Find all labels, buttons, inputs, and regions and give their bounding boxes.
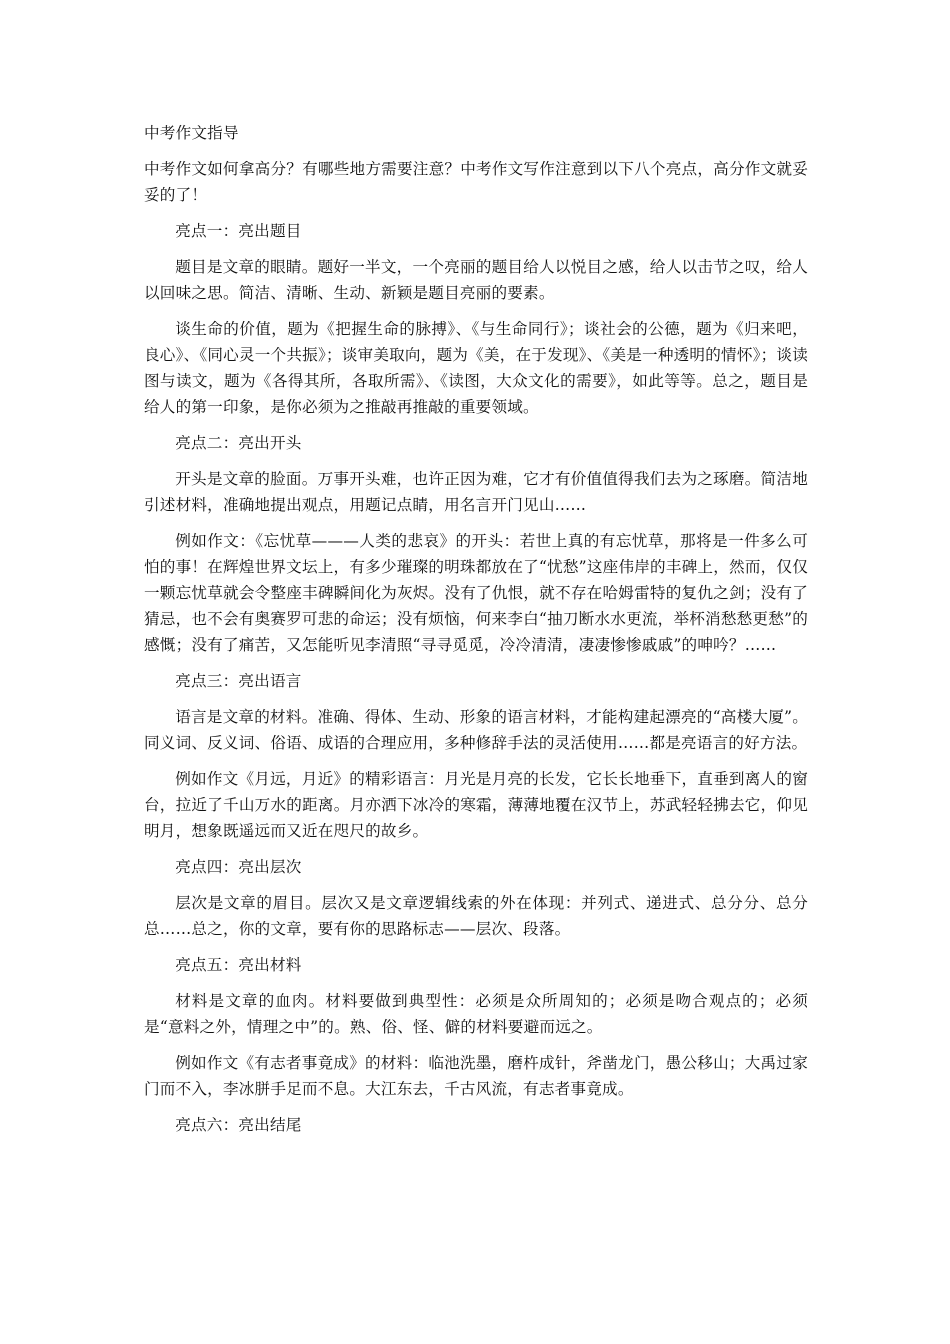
section-heading-1: 亮点一：亮出题目 — [175, 222, 302, 240]
document-title: 中考作文指导 — [144, 124, 239, 142]
document-body — [144, 120, 808, 1148]
section-4-paragraph-1: 层次是文章的眉目。层次又是文章逻辑线索的外在体现：并列式、递进式、总分分、总分总……总之，你的文章，要有你的思路标志——层次、段落。 — [144, 894, 808, 938]
section-5-paragraph-1: 材料是文章的血肉。材料要做到典型性：必须是众所周知的；必须是吻合观点的；必须是“意料之外，情理之中”的。熟、俗、怪、僻的材料要避而远之。 — [144, 992, 808, 1036]
section-heading-5: 亮点五：亮出材料 — [175, 956, 302, 974]
section-heading-3: 亮点三：亮出语言 — [175, 672, 302, 690]
section-1-paragraph-2: 谈生命的价值，题为《把握生命的脉搏》、《与生命同行》；谈社会的公德，题为《归来吧，良心》、《同心灵一个共振》；谈审美取向，题为《美，在于发现》、《美是一种透明的情怀》；谈读图与读文，题为《各得其所，各取所需》、《读图，大众文化的需要》，如此等等。总之，题目是给人的第一印象，是你必须为之推敲再推敲的重要领域。 — [144, 320, 808, 416]
section-heading-6: 亮点六：亮出结尾 — [175, 1116, 302, 1134]
section-3-paragraph-1: 语言是文章的材料。准确、得体、生动、形象的语言材料，才能构建起漂亮的“高楼大厦”。同义词、反义词、俗语、成语的合理应用，多种修辞手法的灵活使用……都是亮语言的好方法。 — [144, 708, 808, 752]
section-3-paragraph-2: 例如作文《月远，月近》的精彩语言：月光是月亮的长发，它长长地垂下，直垂到离人的窗台，拉近了千山万水的距离。月亦洒下冰冷的寒霜，薄薄地覆在汉节上，苏武轻轻拂去它，仰见明月，想象既遥远而又近在咫尺的故乡。 — [144, 770, 808, 840]
section-2-paragraph-1: 开头是文章的脸面。万事开头难，也许正因为难，它才有价值值得我们去为之琢磨。简洁地引述材料，准确地提出观点，用题记点睛，用名言开门见山…… — [144, 470, 808, 514]
section-heading-4: 亮点四：亮出层次 — [175, 858, 302, 876]
section-5-paragraph-2: 例如作文《有志者事竟成》的材料：临池洗墨，磨杵成针，斧凿龙门，愚公移山；大禹过家门而不入，李冰胼手足而不息。大江东去，千古风流，有志者事竟成。 — [144, 1054, 808, 1098]
intro-paragraph: 中考作文如何拿高分？有哪些地方需要注意？中考作文写作注意到以下八个亮点，高分作文就妥妥的了！ — [144, 160, 808, 204]
section-heading-2: 亮点二：亮出开头 — [175, 434, 302, 452]
section-2-paragraph-2: 例如作文：《忘忧草———人类的悲哀》的开头：若世上真的有忘忧草，那将是一件多么可怕的事！在辉煌世界文坛上，有多少璀璨的明珠都放在了“忧愁”这座伟岸的丰碑上，然而，仅仅一颗忘忧草就会令整座丰碑瞬间化为灰烬。没有了仇恨，就不存在哈姆雷特的复仇之剑；没有了猜忌，也不会有奥赛罗可悲的命运；没有烦恼，何来李白“抽刀断水水更流，举杯消愁愁更愁”的感慨；没有了痛苦，又怎能听见李清照“寻寻觅觅，冷冷清清，凄凄惨惨戚戚”的呻吟？…… — [144, 532, 808, 654]
section-1-paragraph-1: 题目是文章的眼睛。题好一半文，一个亮丽的题目给人以悦目之感，给人以击节之叹，给人以回味之思。简洁、清晰、生动、新颖是题目亮丽的要素。 — [144, 258, 808, 302]
